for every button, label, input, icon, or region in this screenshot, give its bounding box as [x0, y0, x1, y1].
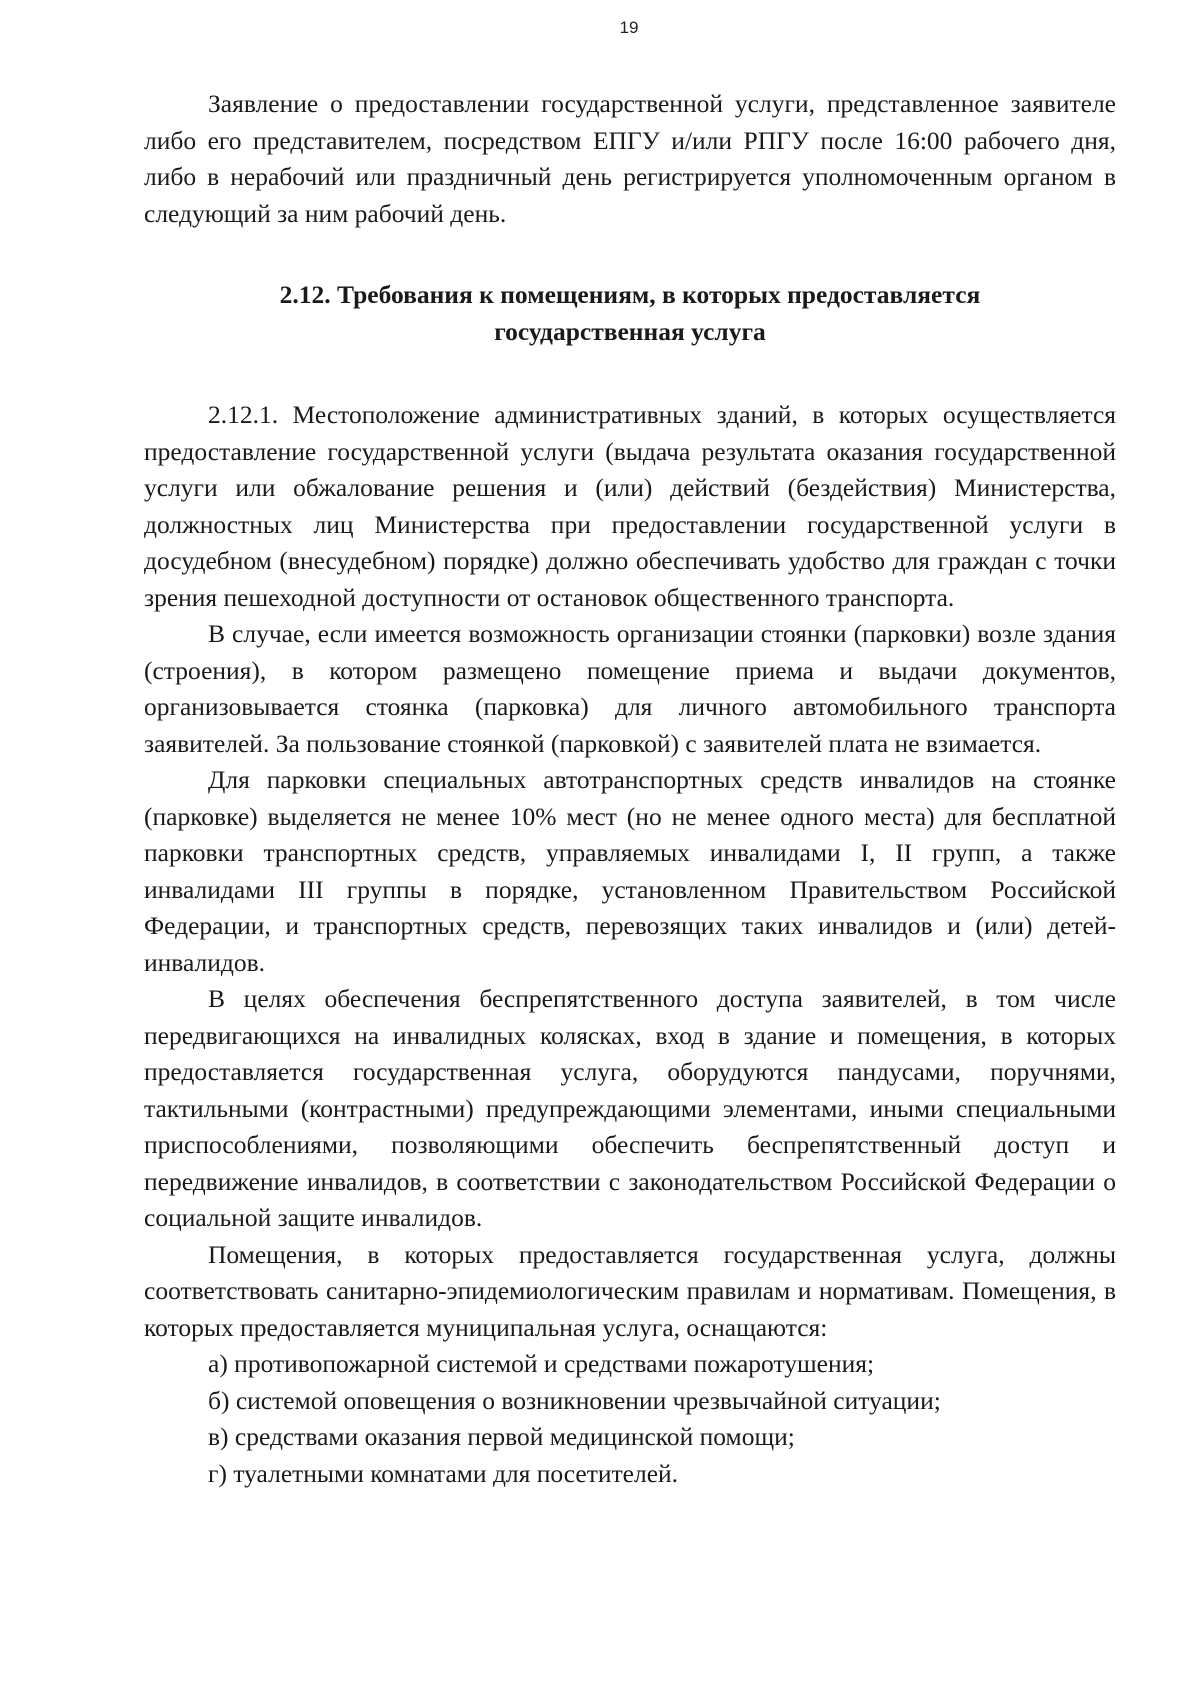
list-item: г) туалетными комнатами для посетителей.	[208, 1458, 679, 1488]
paragraph-accessibility: В целях обеспечения беспрепятственного доступа заявителей, в том числе передвигающихся на инвалидных колясках, вход в здание и помещения, в которых предоставляется государственная услуга, оборудуются пандусами, поручнями, тактильными (контрастными) предупреждающими элементами, иными специальными приспособлениями, позволяющими обеспечить беспрепятственный доступ и передвижение инвалидов, в соответствии с законодательством Российской Федерации о социальной защите инвалидов.	[144, 984, 1116, 1232]
intro-paragraph: Заявление о предоставлении государственной услуги, представленное заявителе либо его представителем, посредством ЕПГУ и/или РПГУ после 16:00 рабочего дня, либо в нерабочий или праздничный день регистрируется уполномоченным органом в следующий за ним рабочий день.	[144, 89, 1116, 228]
section-heading-line-1: 2.12. Требования к помещениям, в которых предоставляется	[279, 280, 981, 309]
paragraph-parking: В случае, если имеется возможность организации стоянки (парковки) возле здания (строения), в котором размещено помещение приема и выдачи документов, организовывается стоянка (парковка) для личного автомобильного транспорта заявителей. За пользование стоянкой (парковкой) с заявителей плата не взимается.	[144, 619, 1116, 758]
list-item: б) системой оповещения о возникновении чрезвычайной ситуации;	[208, 1385, 941, 1415]
paragraph-location: 2.12.1. Местоположение административных зданий, в которых осуществляется предоставление государственной услуги (выдача результата оказания государственной услуги или обжалование решения и (или) действий (бездействия) Министерства, должностных лиц Министерства при предоставлении государственной услуги в досудебном (внесудебном) порядке) должно обеспечивать удобство для граждан с точки зрения пешеходной доступности от остановок общественного транспорта.	[144, 400, 1116, 612]
page-number: 19	[619, 18, 639, 37]
document-body	[144, 86, 1116, 1492]
spacer	[144, 350, 1116, 397]
section-heading-line-2: государственная услуга	[494, 316, 766, 346]
spacer	[144, 232, 1116, 277]
paragraph-premises-requirements: Помещения, в которых предоставляется государственная услуга, должны соответствовать санитарно-эпидемиологическим правилам и нормативам. Помещения, в которых предоставляется муниципальная услуга, оснащаются:	[144, 1239, 1116, 1342]
paragraph-disabled-parking: Для парковки специальных автотранспортных средств инвалидов на стоянке (парковке) выделяется не менее 10% мест (но не менее одного места) для бесплатной парковки транспортных средств, управляемых инвалидами I, II групп, а также инвалидами III группы в порядке, установленном Правительством Российской Федерации, и транспортных средств, перевозящих таких инвалидов и (или) детей-инвалидов.	[144, 765, 1116, 977]
section-heading	[144, 277, 1116, 350]
list-item: а) противопожарной системой и средствами пожаротушения;	[208, 1349, 875, 1378]
list-item: в) средствами оказания первой медицинской помощи;	[208, 1422, 795, 1451]
